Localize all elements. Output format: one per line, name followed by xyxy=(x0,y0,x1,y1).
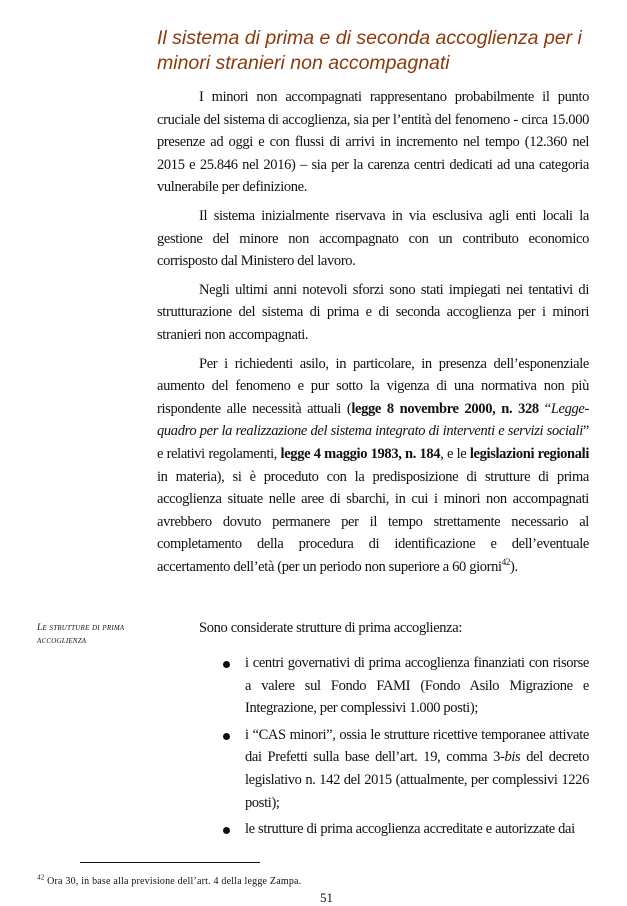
bullet-icon xyxy=(223,661,230,668)
footnote xyxy=(37,873,302,887)
list-item-text: i centri governativi di prima accoglienza finanziati con risorse a valere sul Fondo FAMI (Fondo Asilo Migrazione e Integrazione, per complessivi 1.000 posti); xyxy=(245,655,589,717)
law-reference: legge 4 maggio 1983, n. 184 xyxy=(280,445,441,462)
list-item-text: del decreto legislativo n. 142 del 2015 (attualmente, per complessivi 1226 posti); xyxy=(245,749,589,811)
paragraph: Il sistema inizialmente riservava in via esclusiva agli enti locali la gestione del minore non accompagnato con un contributo economico corrisposto dal Ministero del lavoro. xyxy=(157,207,589,270)
main-text xyxy=(157,86,589,584)
text-run: ). xyxy=(510,558,518,575)
bullet-list xyxy=(200,652,589,845)
paragraph xyxy=(157,353,589,579)
text-run: ” e relativi regolamenti, xyxy=(157,423,589,462)
bullet-icon xyxy=(223,827,230,834)
footnote-marker[interactable]: 42 xyxy=(501,557,511,568)
list-item-text: le strutture di prima accoglienza accreditate e autorizzate dai xyxy=(245,821,575,838)
bullet-icon xyxy=(223,733,230,740)
paragraph: I minori non accompagnati rappresentano probabilmente il punto cruciale del sistema di accoglienza, sia per l’entità del fenomeno - circa 15.000 presenze ad oggi e con flussi di arrivi in incremento nel tempo (12.360 nel 2015 e 25.846 nel 2016) – sia per la carenza centri dedicati ad una categoria vulnerabile per definizione. xyxy=(157,89,589,196)
list-item xyxy=(200,652,589,720)
paragraph: Negli ultimi anni notevoli sforzi sono stati impiegati nei tentativi di strutturazione del sistema di prima e di seconda accoglienza per i minori stranieri non accompagnati. xyxy=(157,281,589,343)
law-reference: legge 8 novembre 2000, n. 328 xyxy=(351,400,539,417)
text-run: Per i richiedenti asilo, in particolare, in presenza dell’esponenziale aumento del fenomeno e pur sotto la vigenza di una normativa non più rispondente alle necessità attuali ( xyxy=(157,355,589,417)
list-item xyxy=(200,818,589,841)
list-intro: Sono considerate strutture di prima accoglienza: xyxy=(199,620,463,636)
list-item xyxy=(200,724,589,814)
text-run: in materia), si è proceduto con la predisposizione di strutture di prima accoglienza situate nelle aree di sbarchi, in cui i minori non accompagnati avrebbero dovuto permanere per il tempo strettamente necessario al completamento della procedura di identificazione e dell’eventuale accertamento dell’età (per un periodo non superiore a 60 giorni xyxy=(157,468,589,575)
page-number: 51 xyxy=(320,890,333,905)
text-run: “ xyxy=(538,400,551,417)
section-title: Il sistema di prima e di seconda accoglienza per i minori stranieri non accompagnati xyxy=(157,27,582,74)
law-reference: legislazioni regionali xyxy=(469,445,589,462)
margin-note: Le strutture di prima accoglienza xyxy=(37,623,125,646)
list-item-italic: bis xyxy=(504,749,521,766)
footnote-number: 42 xyxy=(37,873,45,882)
footnote-text: Ora 30, in base alla previsione dell’art. 4 della legge Zampa. xyxy=(44,876,302,887)
law-title: Legge-quadro per la realizzazione del sistema integrato di interventi e servizi sociali xyxy=(157,400,589,440)
list-item-text: i “CAS minori”, ossia le strutture ricettive temporanee attivate dai Prefetti sulla base dell’art. 19, comma 3- xyxy=(245,726,589,766)
text-run: , e le xyxy=(440,445,470,462)
footnote-divider xyxy=(80,862,260,863)
